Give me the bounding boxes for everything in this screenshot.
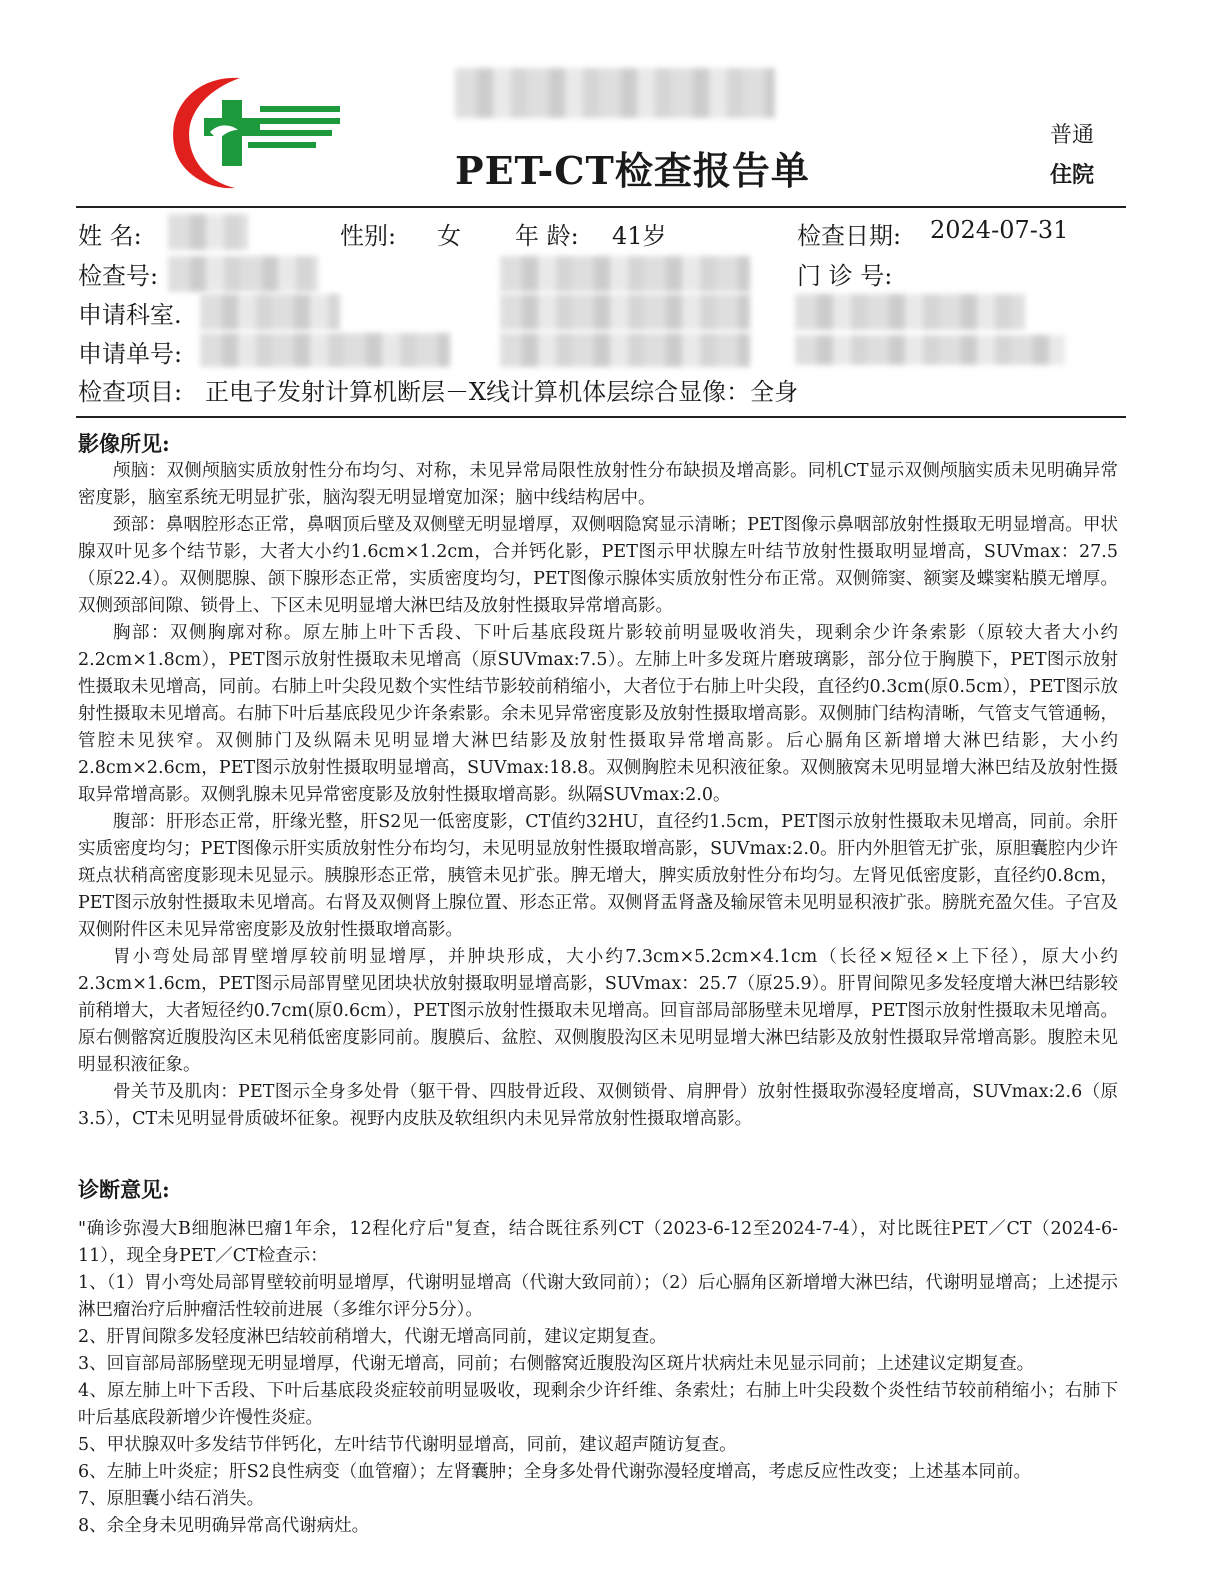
findings-paragraph: 胃小弯处局部胃壁增厚较前明显增厚，并肿块形成，大小约7.3cm×5.2cm×4.1cm（长径×短径×上下径），原大小约2.3cm×1.6cm，PET图示局部胃壁见团块状放射摄取明显增高影，SUVmax：25.7（原25.9）。肝胃间隙见多发轻度增大淋巴结影较前稍增大，大者短径约0.7cm(原0.6cm），PET图示放射性摄取未见增高。回盲部局部肠壁未见增厚，PET图示放射性摄取未见增高。原右侧髂窝近腹股沟区未见稍低密度影同前。腹膜后、盆腔、双侧腹股沟区未见明显增大淋巴结影及放射性摄取异常增高影。腹腔未见明显积液征象。 — [78, 947, 1118, 1075]
diagnosis-item: 5、甲状腺双叶多发结节伴钙化，左叶结节代谢明显增高，同前，建议超声随访复查。 — [78, 1435, 737, 1455]
tag-normal: 普通 — [1050, 123, 1095, 148]
name-label: 姓 名: — [78, 222, 142, 250]
findings-paragraph: 腹部：肝形态正常，肝缘光整，肝S2见一低密度影，CT值约32HU，直径约1.5cm，PET图示放射性摄取未见增高，同前。余肝实质密度均匀；PET图像示肝实质放射性分布均匀，未见明显放射性摄取增高影，SUVmax:2.0。肝内外胆管无扩张，原胆囊腔内少许斑点状稍高密度影现未见显示。胰腺形态正常，胰管未见扩张。脾无增大，脾实质放射性分布均匀。左肾见低密度影，直径约0.8cm，PET图示放射性摄取未见增高。右肾及双侧肾上腺位置、形态正常。双侧肾盂肾盏及输尿管未见明显积液扩张。膀胱充盈欠佳。子宫及双侧附件区未见异常密度影及放射性摄取增高影。 — [78, 812, 1118, 940]
name-redacted — [168, 214, 248, 250]
findings-heading: 影像所见: — [78, 431, 170, 456]
findings-paragraph: 胸部：双侧胸廓对称。原左肺上叶下舌段、下叶后基底段斑片影较前明显吸收消失，现剩余少许条索影（原较大者大小约2.2cm×1.8cm），PET图示放射性摄取未见增高（原SUVmax:7.5）。左肺上叶多发斑片磨玻璃影，部分位于胸膜下，PET图示放射性摄取未见增高，同前。右肺上叶尖段见数个实性结节影较前稍缩小，大者位于右肺上叶尖段，直径约0.3cm(原0.5cm），PET图示放射性摄取未见增高。右肺下叶后基底段见少许条索影。余未见异常密度影及放射性摄取增高影。双侧肺门结构清晰，气管支气管通畅，管腔未见狭窄。双侧肺门及纵隔未见明显增大淋巴结影及放射性摄取异常增高影。后心膈角区新增增大淋巴结影，大小约2.8cm×2.6cm，PET图示放射性摄取明显增高，SUVmax:18.8。双侧胸腔未见积液征象。双侧腋窝未见明显增大淋巴结及放射性摄取异常增高影。双侧乳腺未见异常密度影及放射性摄取增高影。纵隔SUVmax:2.0。 — [78, 623, 1118, 805]
clinic-no-label: 门 诊 号: — [797, 262, 893, 290]
exam-date-value: 2024-07-31 — [930, 216, 1069, 244]
logo-stripe-1 — [260, 106, 340, 112]
logo-stripe-4 — [248, 142, 316, 148]
hospital-name-redacted — [455, 68, 775, 118]
exam-date-label: 检查日期: — [797, 222, 902, 250]
diagnosis-item: 7、原胆囊小结石消失。 — [78, 1489, 265, 1509]
logo-stripe-3 — [252, 130, 332, 136]
diagnosis-body — [78, 1216, 1118, 1540]
diagnosis-item: 1、（1）胃小弯处局部胃壁较前明显增厚，代谢明显增高（代谢大致同前）；（2）后心膈角区新增增大淋巴结，代谢明显增高；上述提示淋巴瘤治疗后肿瘤活性较前进展（多维尔评分5分）。 — [78, 1273, 1118, 1320]
diagnosis-item: 4、原左肺上叶下舌段、下叶后基底段炎症较前明显吸收，现剩余少许纤维、条索灶；右肺上叶尖段数个炎性结节较前稍缩小；右肺下叶后基底段新增少许慢性炎症。 — [78, 1381, 1118, 1428]
findings-paragraph: 骨关节及肌肉：PET图示全身多处骨（躯干骨、四肢骨近段、双侧锁骨、肩胛骨）放射性摄取弥漫轻度增高，SUVmax:2.6（原3.5），CT未见明显骨质破坏征象。视野内皮肤及软组织内未见异常放射性摄取增高影。 — [78, 1082, 1118, 1129]
diagnosis-item: 8、余全身未见明确异常高代谢病灶。 — [78, 1516, 370, 1536]
exam-item-label: 检查项目: — [78, 378, 183, 406]
logo-stripe-2 — [256, 118, 340, 124]
findings-body — [78, 458, 1118, 1133]
sex-value: 女 — [437, 222, 461, 250]
diagnosis-item: 6、左肺上叶炎症；肝S2良性病变（血管瘤）；左肾囊肿；全身多处骨代谢弥漫轻度增高，考虑反应性改变；上述基本同前。 — [78, 1462, 1032, 1482]
age-label: 年 龄: — [515, 222, 579, 250]
age-value: 41岁 — [612, 222, 667, 250]
info-divider — [76, 416, 1126, 418]
dept-redacted — [200, 294, 340, 330]
header-divider — [76, 206, 1126, 208]
sex-label: 性别: — [340, 222, 397, 250]
tag-inpatient: 住院 — [1050, 162, 1095, 188]
findings-paragraph: 颈部：鼻咽腔形态正常，鼻咽顶后壁及双侧壁无明显增厚，双侧咽隐窝显示清晰；PET图像示鼻咽部放射性摄取无明显增高。甲状腺双叶见多个结节影，大者大小约1.6cm×1.2cm，合并钙化影，PET图示甲状腺左叶结节放射性摄取明显增高，SUVmax：27.5（原22.4）。双侧腮腺、颌下腺形态正常，实质密度均匀，PET图像示腺体实质放射性分布正常。双侧筛窦、额窦及蝶窦粘膜无增厚。双侧颈部间隙、锁骨上、下区未见明显增大淋巴结及放射性摄取异常增高影。 — [78, 515, 1118, 616]
hospital-logo-icon — [160, 70, 345, 195]
diagnosis-item: 3、回盲部局部肠壁现无明显增厚，代谢无增高，同前；右侧髂窝近腹股沟区斑片状病灶未见显示同前；上述建议定期复查。 — [78, 1354, 1035, 1374]
findings-paragraph: 颅脑：双侧颅脑实质放射性分布均匀、对称，未见异常局限性放射性分布缺损及增高影。同机CT显示双侧颅脑实质未见明确异常密度影，脑室系统无明显扩张，脑沟裂无明显增宽加深；脑中线结构居中。 — [78, 461, 1118, 508]
report-title: PET-CT检查报告单 — [455, 148, 810, 193]
row3-right-redacted — [795, 294, 1025, 330]
exam-no-label: 检查号: — [78, 262, 159, 290]
exam-no-redacted — [168, 256, 318, 292]
request-no-label: 申请单号: — [78, 340, 183, 368]
row4-redacted — [500, 333, 750, 367]
request-date-redacted — [795, 335, 1065, 365]
row3-redacted — [500, 294, 750, 330]
row2-redacted — [500, 256, 750, 292]
diagnosis-heading: 诊断意见: — [78, 1177, 170, 1202]
diagnosis-item: 2、肝胃间隙多发轻度淋巴结较前稍增大，代谢无增高同前，建议定期复查。 — [78, 1327, 667, 1347]
request-no-redacted — [200, 333, 450, 367]
exam-item-value: 正电子发射计算机断层－X线计算机体层综合显像：全身 — [205, 378, 799, 406]
dept-label: 申请科室. — [78, 301, 182, 329]
diagnosis-paragraph: "确诊弥漫大B细胞淋巴瘤1年余，12程化疗后"复查，结合既往系列CT（2023-6-12至2024-7-4），对比既往PET／CT（2024-6-11），现全身PET／CT检查示： — [78, 1219, 1118, 1266]
